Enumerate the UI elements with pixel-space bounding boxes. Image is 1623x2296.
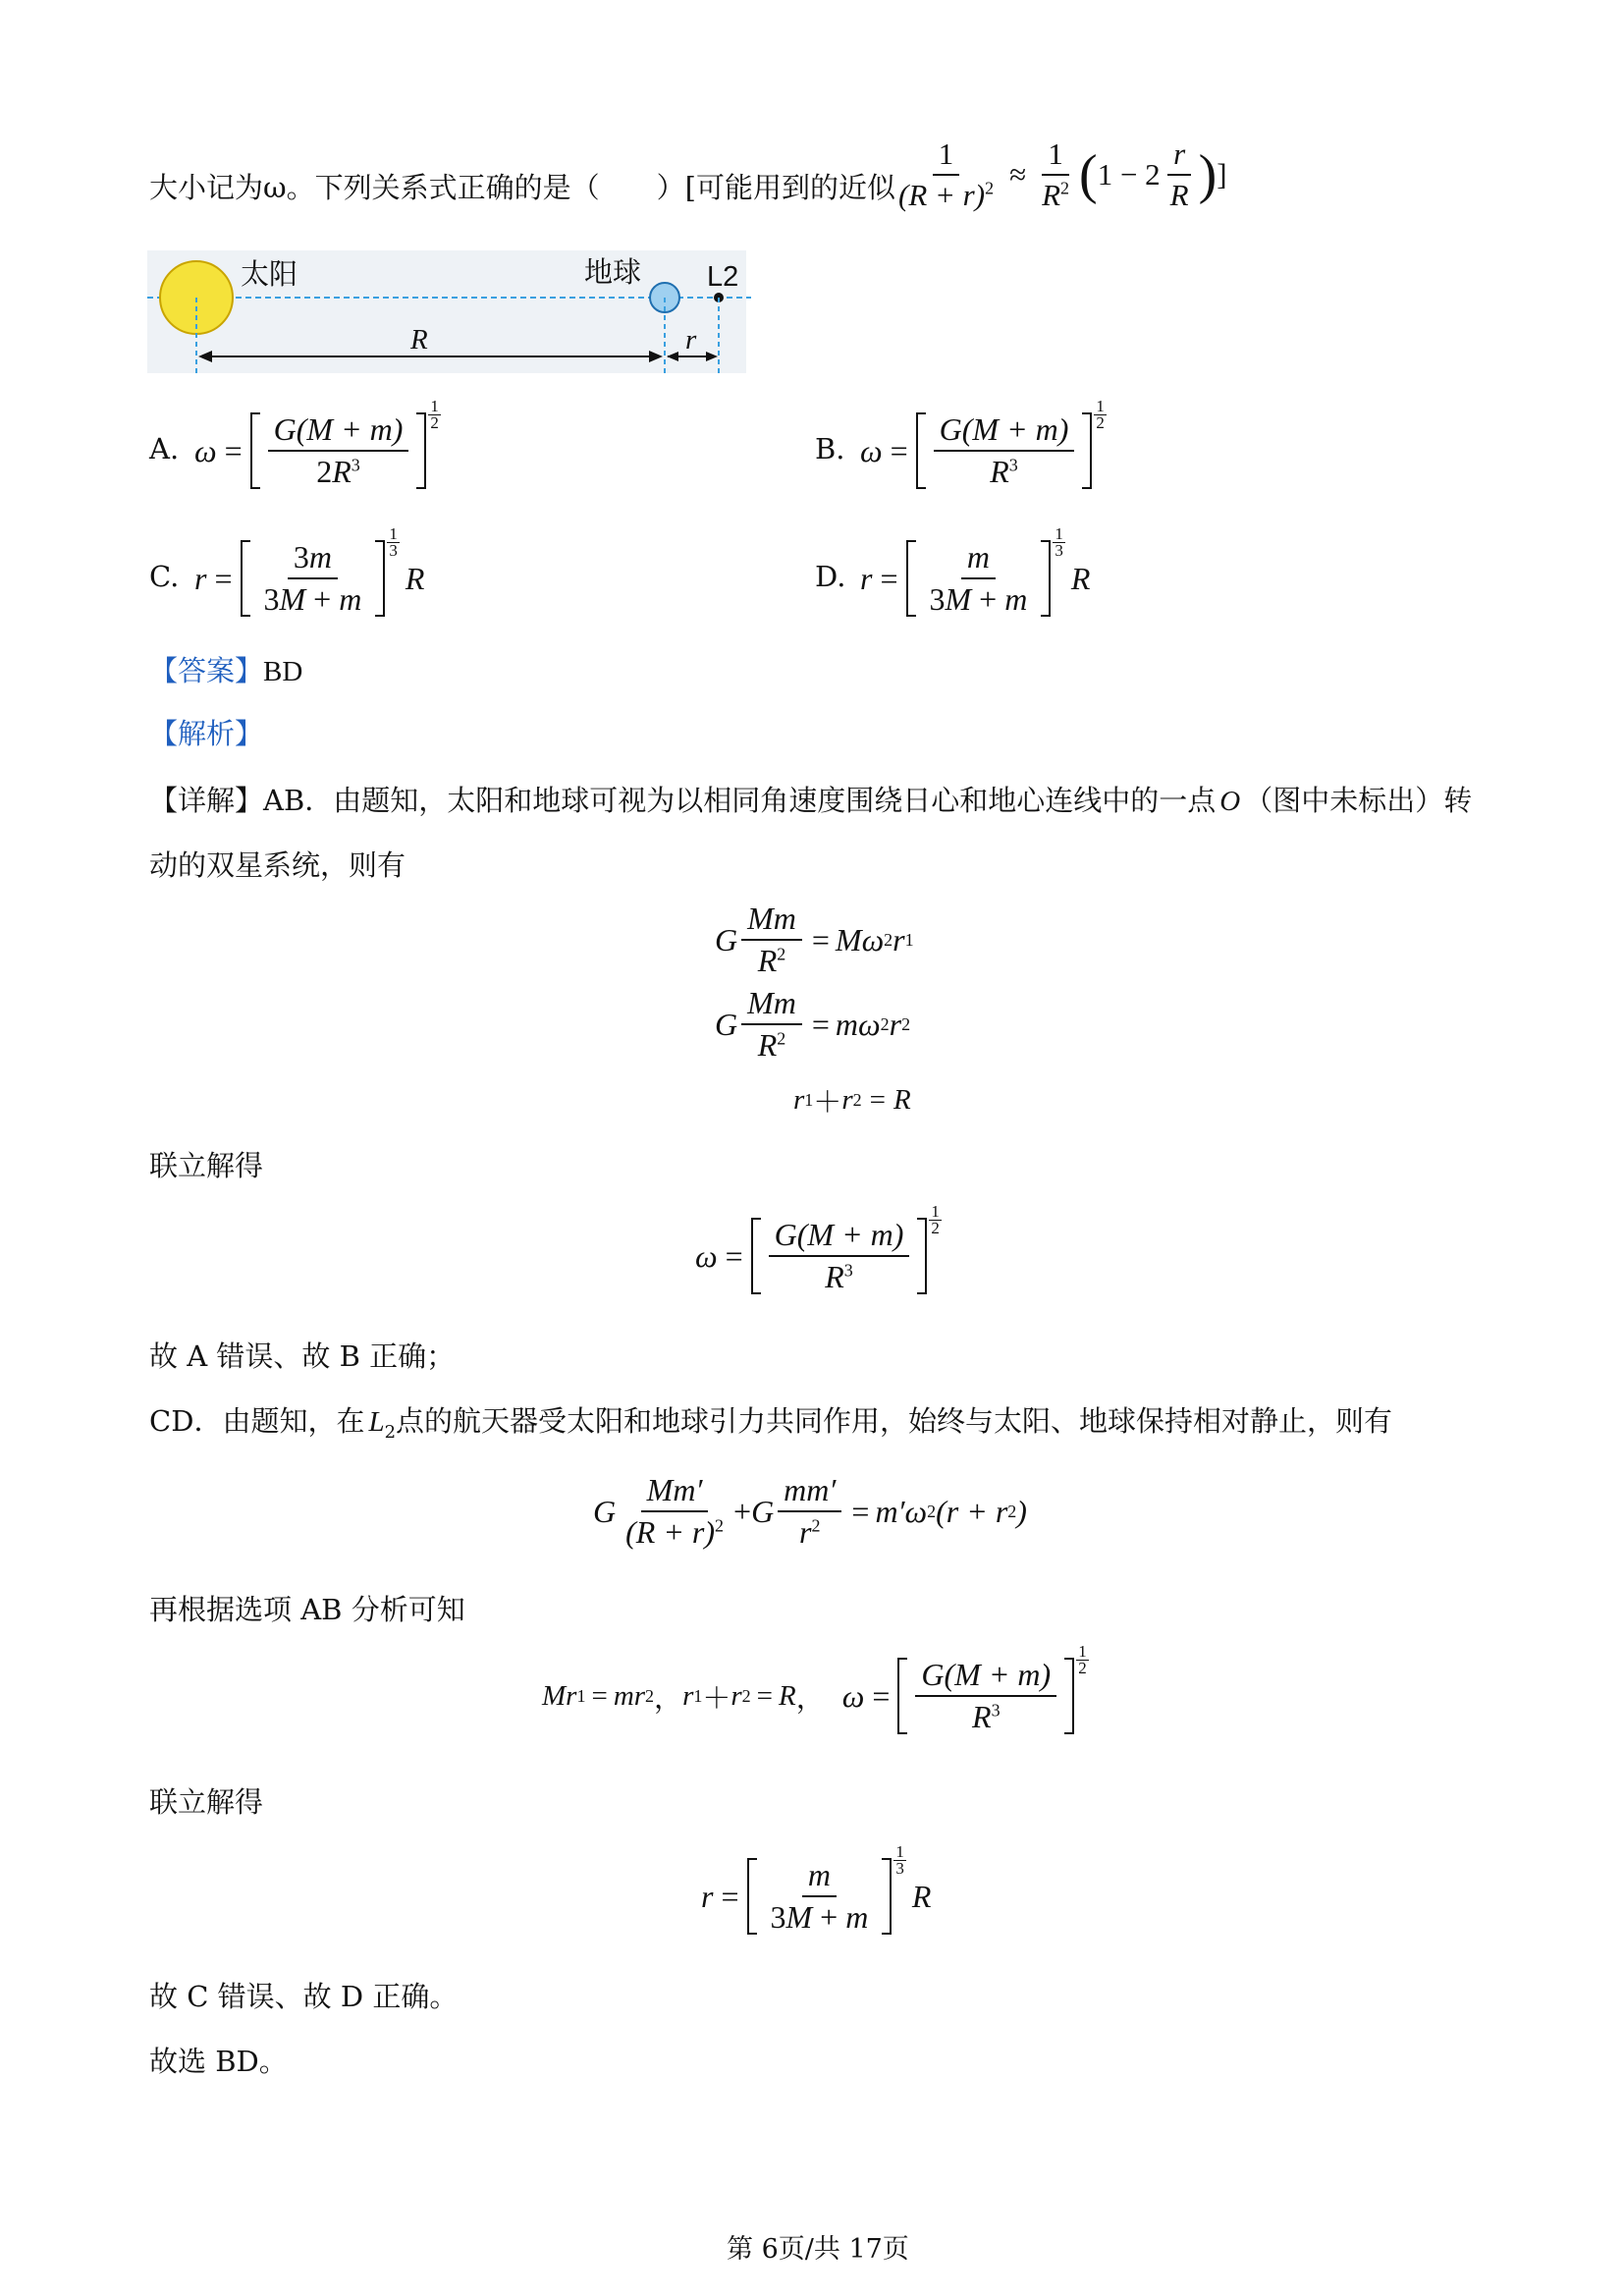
intro-text: 大小记为ω。下列关系式正确的是（ ）[可能用到的近似 <box>149 171 895 204</box>
equation-cd: G $\frac{Mm'}{(R + r)^2}$ + G $\frac{mm'}{r^2}$ = m′ω 2 (r + r 2 ) <box>593 1472 1027 1551</box>
r-label: r <box>685 324 697 355</box>
l2-label: L2 <box>707 261 739 293</box>
sun-earth-l2-figure <box>147 250 756 378</box>
approx-formula: $\frac{1}{(R + r)^2}$ ≈ $\frac{1}{R^2}$ ( 1 − 2 $\frac{r}{R}$ ) ] <box>898 137 1227 213</box>
final-answer: 故选 BD。 <box>149 2045 288 2078</box>
answer-value: BD <box>263 656 303 687</box>
option-b-formula: ω = $\frac{G(M + m)}{R^3}$ 1 2 <box>860 397 1105 490</box>
conclusion-2: 故 C 错误、故 D 正确。 <box>149 1980 459 2013</box>
option-a-formula: ω = $\frac{G(M + m)}{2R^3}$ 1 2 <box>194 397 439 490</box>
lianli-1: 联立解得 <box>149 1149 264 1182</box>
earth-label: 地球 <box>584 255 642 289</box>
relation-line: Mr 1 = mr 2 ， r 1 ＋ r 2 = R ， ω = $\frac{G(M + m)}{R^3}$ 1 2 <box>542 1642 1087 1735</box>
conclusion-1: 故 A 错误、故 B 正确； <box>149 1339 456 1373</box>
lianli-2: 联立解得 <box>149 1785 264 1819</box>
equation-2: G $\frac{Mm}{R^2}$ = mω 2 r 2 <box>715 985 911 1064</box>
answer-line <box>149 652 302 690</box>
option-b-label: B. <box>815 432 845 465</box>
cd-line: CD．由题知，在 $L_2$点的航天器受太阳和地球引力共同作用，始终与太阳、地球保持相对静止，则有 <box>149 1404 1393 1443</box>
analysis-heading: 【解析】 <box>149 717 264 750</box>
detail-line-2: 动的双星系统，则有 <box>149 848 406 882</box>
answer-bracket: 【答案】 <box>149 654 264 687</box>
result-omega: ω = $\frac{G(M + m)}{R^3}$ 1 2 <box>695 1202 940 1295</box>
figure-svg <box>147 250 756 378</box>
option-d-label: D. <box>815 560 846 593</box>
option-c-formula: r = $\frac{3m}{3M + m}$ 1 3 R <box>194 524 425 618</box>
option-a-label: A. <box>149 432 180 465</box>
result-r: r = $\frac{m}{3M + m}$ 1 3 R <box>701 1842 932 1936</box>
page-footer: 第 6页/共 17页 <box>727 2234 909 2265</box>
option-d-formula: r = $\frac{m}{3M + m}$ 1 3 R <box>860 524 1091 618</box>
R-label: R <box>410 324 428 355</box>
equation-3: r 1 ＋ r 2 = R <box>793 1084 911 1119</box>
intro-line <box>149 169 895 206</box>
sun-label: 太阳 <box>241 257 298 291</box>
equation-1: G $\frac{Mm}{R^2}$ = Mω 2 r 1 <box>715 901 914 979</box>
detail-line-1: 【详解】AB．由题知，太阳和地球可视为以相同角速度围绕日心和地心连线中的一点 O （图中未标出）转 <box>149 784 1473 817</box>
again-line: 再根据选项 AB 分析可知 <box>149 1593 465 1626</box>
option-c-label: C. <box>149 560 180 593</box>
